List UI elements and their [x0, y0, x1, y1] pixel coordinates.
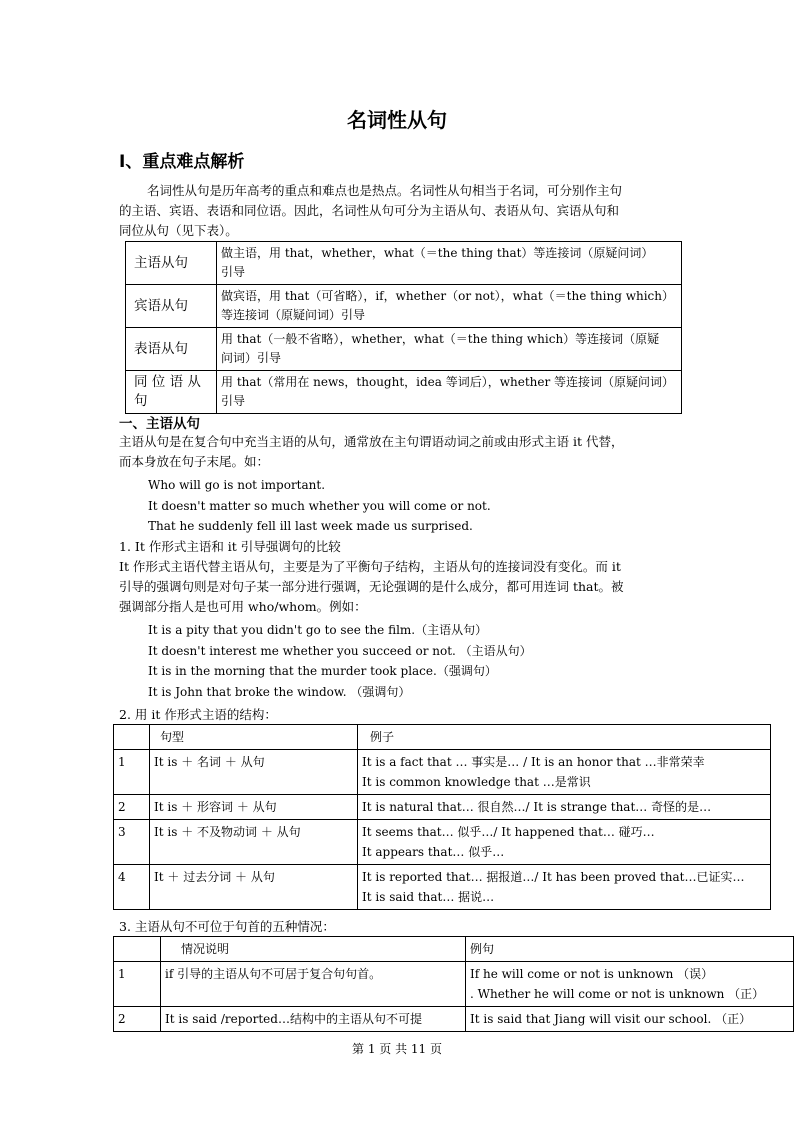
pattern-cell: It is ＋ 不及物动词 ＋ 从句: [150, 820, 358, 865]
table-cell-desc: 用 that（常用在 news，thought，idea 等词后），whether 等连接词（原疑问词） 引导: [217, 371, 682, 414]
example-sentence: It is in the morning that the murder took place.（强调句）: [148, 664, 497, 678]
table-cell-type: 宾语从句: [126, 285, 217, 328]
pattern-cell: It ＋ 过去分词 ＋ 从句: [150, 865, 358, 910]
row-number: 3: [114, 820, 150, 865]
point-heading: 3. 主语从句不可位于句首的五种情况：: [119, 919, 335, 934]
page-title: 名词性从句: [347, 108, 447, 132]
table-row: [114, 1007, 794, 1032]
paragraph-line: 主语从句是在复合句中充当主语的从句，通常放在主句谓语动词之前或由形式主语 it 代替，: [119, 434, 624, 449]
table-row: [114, 820, 771, 865]
example-sentence: It doesn't matter so much whether you will come or not.: [148, 498, 491, 513]
table-row: [126, 285, 682, 328]
page-footer: 第 1 页 共 11 页: [352, 1042, 442, 1056]
table-cell-type: 表语从句: [126, 328, 217, 371]
example-cell: It is natural that… 很自然…/ It is strange that… 奇怪的是…: [358, 795, 771, 820]
case-cell: if 引导的主语从句不可居于复合句句首。: [161, 962, 466, 1007]
example-sentence: Who will go is not important.: [148, 478, 326, 492]
table-cell-desc: 用 that（一般不省略），whether，what（＝the thing which）等连接词（原疑 问词）引导: [217, 328, 682, 371]
paragraph-line: 强调部分指人是也可用 who/whom。例如：: [119, 599, 367, 614]
intro-line: 同位从句（见下表）。: [119, 223, 238, 238]
table-row: [114, 750, 771, 795]
header-cell: 例子: [358, 725, 771, 750]
paragraph-line: 引导的强调句则是对句子某一部分进行强调，无论强调的是什么成分，都可用连词 that。被: [119, 579, 624, 594]
example-cell: If he will come or not is unknown （误） . Whether he will come or not is unknown （正）: [466, 962, 794, 1007]
example-cell: It is a fact that … 事实是… / It is an honor that …非常荣幸 It is common knowledge that …是常识: [358, 750, 771, 795]
row-number: 1: [114, 962, 161, 1007]
it-structures-table: [113, 724, 771, 910]
example-sentence: It doesn't interest me whether you succeed or not. （主语从句）: [148, 643, 532, 658]
table-cell-type: 同 位 语 从 句: [126, 371, 217, 414]
section-heading: I、重点难点解析: [119, 152, 245, 172]
example-sentence: That he suddenly fell ill last week made us surprised.: [148, 519, 473, 533]
example-cell: It seems that… 似乎…/ It happened that… 碰巧… It appears that… 似乎…: [358, 820, 771, 865]
row-number: 1: [114, 750, 150, 795]
intro-paragraph: [119, 181, 689, 241]
subject-clause-paragraph: [119, 432, 689, 472]
pattern-cell: It is ＋ 形容词 ＋ 从句: [150, 795, 358, 820]
table-header-row: [114, 937, 794, 962]
table-row: [126, 328, 682, 371]
header-cell: 句型: [150, 725, 358, 750]
example-sentence: It is a pity that you didn't go to see the film.（主语从句）: [148, 623, 488, 637]
point-heading: 2. 用 it 作形式主语的结构：: [119, 707, 277, 722]
table-cell-type: 主语从句: [126, 242, 217, 285]
subsection-heading: 一、主语从句: [119, 416, 200, 432]
table-header-row: [114, 725, 771, 750]
header-cell: [114, 725, 150, 750]
example-cell: It is reported that… 据报道…/ It has been proved that…已证实… It is said that… 据说…: [358, 865, 771, 910]
five-cases-table: [113, 936, 794, 1032]
paragraph-line: 而本身放在句子末尾。如：: [119, 454, 270, 469]
header-cell: [114, 937, 161, 962]
header-cell: 情况说明: [161, 937, 466, 962]
header-cell: 例句: [466, 937, 794, 962]
table-cell-desc: 做主语，用 that，whether，what（＝the thing that）等连接词（原疑问词） 引导: [217, 242, 682, 285]
intro-line: 的主语、宾语、表语和同位语。因此，名词性从句可分为主语从句、表语从句、宾语从句和: [119, 203, 620, 218]
table-row: [126, 242, 682, 285]
table-cell-desc: 做宾语，用 that（可省略），if，whether（or not），what（＝the thing which） 等连接词（原疑问词）引导: [217, 285, 682, 328]
case-cell: It is said /reported…结构中的主语从句不可提: [161, 1007, 466, 1032]
intro-line: 名词性从句是历年高考的重点和难点也是热点。名词性从句相当于名词，可分别作主句: [147, 183, 623, 198]
table-row: [114, 865, 771, 910]
examples-block: [148, 620, 532, 702]
paragraph-line: It 作形式主语代替主语从句，主要是为了平衡句子结构，主语从句的连接词没有变化。而 it: [119, 559, 621, 574]
table-row: [126, 371, 682, 414]
pattern-cell: It is ＋ 名词 ＋ 从句: [150, 750, 358, 795]
example-cell: It is said that Jiang will visit our school. （正）: [466, 1007, 794, 1032]
row-number: 4: [114, 865, 150, 910]
row-number: 2: [114, 1007, 161, 1032]
clause-types-table: [125, 241, 682, 414]
table-row: [114, 962, 794, 1007]
example-sentence: It is John that broke the window. （强调句）: [148, 684, 411, 699]
comparison-paragraph: [119, 557, 689, 617]
table-row: [114, 795, 771, 820]
examples-block: [148, 475, 491, 537]
row-number: 2: [114, 795, 150, 820]
point-heading: 1. It 作形式主语和 it 引导强调句的比较: [119, 539, 341, 554]
